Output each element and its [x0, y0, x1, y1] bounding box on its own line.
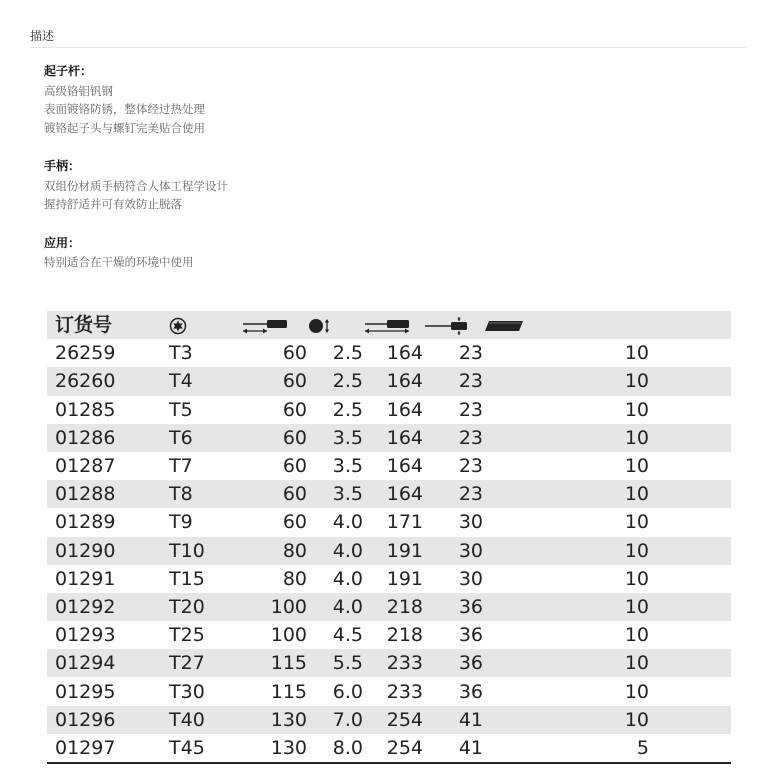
table-row: [47, 339, 731, 367]
table-row: [47, 593, 731, 621]
torx-size-cell: T3: [169, 342, 193, 365]
section-line: 特别适合在干燥的环境中使用: [44, 255, 194, 269]
section-shaft: [44, 62, 724, 137]
package-quantity-cell: 10: [624, 455, 649, 478]
product-description: [44, 62, 724, 292]
hex-size-cell: 23: [423, 424, 483, 452]
package-quantity-icon: [483, 319, 525, 333]
hex-size-cell: 36: [423, 593, 483, 621]
hex-size-cell: 30: [458, 567, 483, 590]
blade-length-cell: 80: [241, 537, 307, 565]
torx-size-cell: T5: [169, 398, 193, 421]
total-length-cell: 164: [363, 480, 423, 508]
package-quantity-header: [483, 311, 731, 339]
section-application: [44, 234, 724, 272]
torx-size-cell: T8: [169, 480, 241, 508]
table-row: [47, 424, 731, 452]
hex-size-cell: 41: [423, 734, 483, 763]
package-quantity-cell: 10: [624, 624, 649, 647]
hex-size-cell: 36: [423, 649, 483, 677]
order-number-cell: 01287: [55, 455, 116, 478]
blade-length-cell: 115: [270, 680, 307, 703]
blade-diameter-cell: 3.5: [307, 424, 363, 452]
total-length-icon: [363, 318, 411, 334]
order-number-cell: 26259: [55, 342, 116, 365]
torx-size-cell: T27: [169, 649, 241, 677]
torx-tip-header: [169, 311, 241, 339]
section-heading: 应用：: [44, 235, 81, 250]
section-handle: [44, 157, 724, 214]
hex-size-icon: [423, 316, 471, 336]
hex-size-cell: 41: [423, 706, 483, 734]
blade-diameter-cell: 6.0: [332, 680, 363, 703]
blade-diameter-cell: 4.0: [332, 567, 363, 590]
total-length-cell: 164: [386, 398, 423, 421]
section-heading: 起子杆：: [44, 64, 93, 78]
order-number-cell: 01297: [47, 734, 169, 763]
table-row: [47, 706, 731, 734]
blade-length-cell: 130: [241, 734, 307, 763]
total-length-header: [363, 311, 423, 339]
table-row: [47, 621, 731, 649]
total-length-cell: 254: [363, 706, 423, 734]
table-row: [47, 452, 731, 480]
torx-size-cell: T45: [169, 734, 241, 763]
package-quantity-cell: 10: [483, 706, 731, 734]
section-line: 高级铬钼钒钢: [44, 83, 113, 98]
torx-size-cell: T10: [169, 537, 241, 565]
hex-size-header: [423, 311, 483, 339]
blade-diameter-cell: 2.5: [307, 367, 363, 395]
section-line: 握持舒适并可有效防止脱落: [44, 197, 182, 211]
package-quantity-cell: 10: [483, 480, 731, 508]
package-quantity-cell: 10: [483, 424, 731, 452]
order-number-cell: 01293: [55, 624, 116, 647]
package-quantity-cell: 10: [483, 593, 731, 621]
hex-size-cell: 23: [423, 367, 483, 395]
order-number-cell: 01295: [55, 680, 116, 703]
table-row: [47, 565, 731, 593]
torx-size-cell: T40: [169, 706, 241, 734]
spec-table: [47, 311, 731, 764]
order-number-cell: 01291: [55, 567, 116, 590]
table-row: [47, 367, 731, 395]
blade-length-cell: 60: [282, 455, 307, 478]
table-row: [47, 677, 731, 705]
total-length-cell: 254: [363, 734, 423, 763]
table-header-row: [47, 311, 731, 339]
blade-diameter-cell: 8.0: [307, 734, 363, 763]
hex-size-cell: 23: [458, 455, 483, 478]
blade-length-cell: 80: [282, 567, 307, 590]
package-quantity-cell: 10: [624, 398, 649, 421]
torx-size-cell: T20: [169, 593, 241, 621]
torx-size-cell: T15: [169, 567, 205, 590]
torx-size-cell: T6: [169, 424, 241, 452]
blade-diameter-cell: 5.5: [307, 649, 363, 677]
total-length-cell: 233: [386, 680, 423, 703]
torx-size-cell: T4: [169, 367, 241, 395]
description-tab-title: 描述: [30, 29, 55, 43]
order-number-cell: 01285: [55, 398, 116, 421]
torx-size-cell: T25: [169, 624, 205, 647]
order-number-cell: 26260: [47, 367, 169, 395]
package-quantity-cell: 5: [483, 734, 731, 763]
torx-tip-icon: [169, 317, 187, 335]
torx-size-cell: T30: [169, 680, 205, 703]
section-heading: 手柄：: [44, 159, 81, 173]
table-row: [47, 649, 731, 677]
blade-length-cell: 60: [241, 480, 307, 508]
blade-length-cell: 130: [241, 706, 307, 734]
section-line: 表面镀铬防锈，整体经过热处理: [44, 102, 205, 116]
package-quantity-cell: 10: [624, 680, 649, 703]
blade-diameter-cell: 7.0: [307, 706, 363, 734]
total-length-cell: 218: [363, 593, 423, 621]
package-quantity-cell: 10: [624, 511, 649, 534]
blade-length-header: [241, 311, 307, 339]
order-number-cell: 01294: [47, 649, 169, 677]
hex-size-cell: 30: [458, 511, 483, 534]
section-line: 镀铬起子头与螺钉完美贴合使用: [44, 120, 205, 135]
blade-diameter-cell: 2.5: [332, 342, 363, 365]
total-length-cell: 164: [386, 455, 423, 478]
blade-length-cell: 60: [282, 342, 307, 365]
package-quantity-cell: 10: [624, 567, 649, 590]
blade-length-cell: 60: [282, 511, 307, 534]
package-quantity-cell: 10: [483, 367, 731, 395]
table-row: [47, 537, 731, 565]
order-number-cell: 01290: [47, 537, 169, 565]
hex-size-cell: 23: [423, 480, 483, 508]
blade-diameter-header: [307, 311, 363, 339]
order-number-cell: 01296: [47, 706, 169, 734]
table-row: [47, 508, 731, 536]
total-length-cell: 191: [386, 567, 423, 590]
hex-size-cell: 23: [458, 342, 483, 365]
torx-size-cell: T7: [169, 455, 193, 478]
blade-diameter-cell: 4.0: [307, 593, 363, 621]
total-length-cell: 171: [386, 511, 423, 534]
blade-diameter-cell: 4.0: [332, 511, 363, 534]
total-length-cell: 233: [363, 649, 423, 677]
order-number-cell: 01292: [47, 593, 169, 621]
section-line: 双组份材质手柄符合人体工程学设计: [44, 178, 228, 193]
blade-length-cell: 60: [241, 367, 307, 395]
total-length-cell: 164: [363, 367, 423, 395]
blade-length-cell: 60: [241, 424, 307, 452]
blade-length-cell: 60: [282, 398, 307, 421]
total-length-cell: 164: [386, 342, 423, 365]
table-row: [47, 480, 731, 508]
torx-size-cell: T9: [169, 511, 193, 534]
hex-size-cell: 30: [423, 537, 483, 565]
hex-size-cell: 36: [458, 680, 483, 703]
package-quantity-cell: 10: [483, 537, 731, 565]
order-number-cell: 01289: [55, 511, 116, 534]
order-number-header: 订货号: [47, 311, 169, 339]
blade-diameter-cell: 2.5: [332, 398, 363, 421]
table-row: [47, 734, 731, 763]
package-quantity-cell: 10: [483, 649, 731, 677]
blade-length-cell: 100: [270, 624, 307, 647]
blade-length-icon: [241, 318, 289, 334]
blade-diameter-cell: 4.5: [332, 624, 363, 647]
total-length-cell: 218: [386, 624, 423, 647]
order-number-cell: 01288: [47, 480, 169, 508]
blade-diameter-cell: 3.5: [332, 455, 363, 478]
blade-diameter-cell: 4.0: [307, 537, 363, 565]
blade-length-cell: 100: [241, 593, 307, 621]
blade-diameter-icon: [307, 317, 331, 335]
package-quantity-cell: 10: [624, 342, 649, 365]
blade-length-cell: 115: [241, 649, 307, 677]
order-number-cell: 01286: [47, 424, 169, 452]
hex-size-cell: 23: [458, 398, 483, 421]
hex-size-cell: 36: [458, 624, 483, 647]
table-row: [47, 396, 731, 424]
total-length-cell: 164: [363, 424, 423, 452]
blade-diameter-cell: 3.5: [307, 480, 363, 508]
tab-divider: [30, 47, 746, 48]
total-length-cell: 191: [363, 537, 423, 565]
